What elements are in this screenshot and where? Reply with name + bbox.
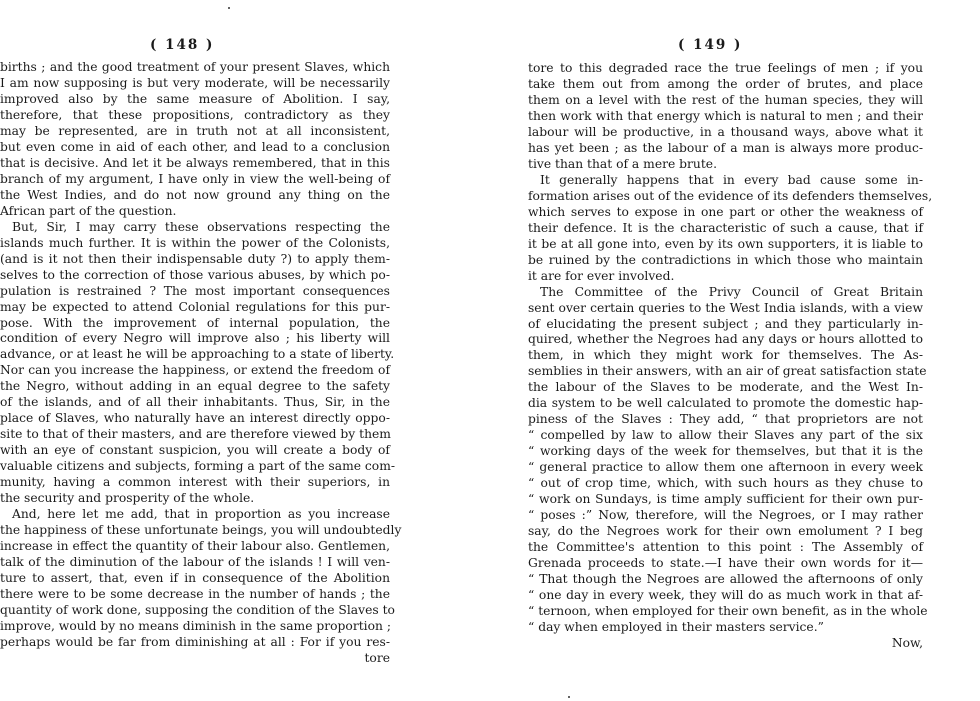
text-line: the labour of the Slaves to be moderate, and the West In- — [528, 380, 923, 395]
text-line: of the islands, and of all their inhabitants. Thus, Sir, in the — [0, 395, 390, 410]
text-line: the security and prosperity of the whole. — [0, 491, 255, 506]
text-line: then work with that energy which is natural to men ; and their — [528, 108, 923, 123]
text-line: branch of my argument, I have only in view the well-being of — [0, 171, 390, 186]
ink-speck — [228, 7, 230, 9]
text-line: Nor can you increase the happiness, or extend the freedom of — [0, 363, 390, 378]
text-line: perhaps would be far from diminishing at all : For if you res- — [0, 634, 390, 649]
text-line: “ one day in every week, they will do as much work in that af- — [528, 587, 923, 602]
text-line: them, in which they might work for themselves. The As- — [528, 348, 923, 363]
text-line: the Committee's attention to this point : The Assembly of — [528, 540, 923, 555]
text-line: And, here let me add, that in proportion as you increase — [12, 507, 390, 522]
text-line: piness of the Slaves : They add, “ that proprietors are not — [528, 412, 923, 427]
text-line: sent over certain queries to the West India islands, with a view — [528, 300, 923, 315]
text-line: “ work on Sundays, is time amply sufficient for their own pur- — [528, 492, 923, 507]
text-line: “ That though the Negroes are allowed the afternoons of only — [528, 572, 923, 586]
text-line: ture to assert, that, even if in consequence of the Abolition — [0, 571, 390, 585]
text-line: “ poses :” Now, therefore, will the Negroes, or I may rather — [528, 508, 923, 523]
text-line: pose. With the improvement of internal population, the — [0, 315, 390, 330]
left-page — [0, 0, 402, 701]
text-line: dia system to be well calculated to promote the domestic hap- — [528, 396, 923, 411]
text-line: say, do the Negroes work for their own emolument ? I beg — [528, 524, 923, 539]
text-line: tive than that of a mere brute. — [528, 156, 717, 171]
text-line: semblies in their answers, with an air of great satisfaction state — [528, 364, 927, 379]
text-line: (and is it not then their indispensable duty ?) to apply them- — [0, 251, 390, 266]
page-text — [0, 60, 402, 667]
text-line: may be expected to attend Colonial regulations for this pur- — [0, 299, 390, 314]
text-line: formation arises out of the evidence of its defenders themselves, — [528, 188, 933, 203]
text-line: of elucidating the present subject ; and they particularly in- — [528, 316, 923, 331]
text-line: it are for ever involved. — [528, 268, 675, 283]
text-line: quired, whether the Negroes had any days or hours allotted to — [528, 332, 923, 347]
page-text — [528, 61, 933, 652]
text-line: births ; and the good treatment of your present Slaves, which — [0, 60, 390, 74]
text-line: tore — [364, 650, 390, 665]
text-line: the West Indies, and do not now ground any thing on the — [0, 187, 390, 202]
text-line: them on a level with the rest of the human species, they will — [528, 92, 923, 107]
text-line: that is decisive. And let it be always remembered, that in this — [0, 155, 390, 170]
text-line: Now, — [891, 635, 923, 650]
text-line: tore to this degraded race the true feelings of men ; if you — [528, 61, 923, 75]
text-line: therefore, that these propositions, contradictory as they — [0, 107, 390, 122]
text-line: has yet been ; as the labour of a man is always more produc- — [528, 140, 923, 155]
text-line: improve, would by no means diminish in the same proportion ; — [0, 618, 391, 633]
text-line: valuable citizens and subjects, forming a part of the same com- — [0, 459, 396, 474]
page-number: ( 149 ) — [678, 37, 743, 53]
text-line: The Committee of the Privy Council of Great Britain — [540, 284, 923, 299]
text-line: But, Sir, I may carry these observations respecting the — [12, 219, 390, 234]
text-line: “ out of crop time, which, with such hours as they chuse to — [528, 476, 923, 491]
page-number: ( 148 ) — [150, 37, 215, 53]
text-line: advance, or at least he will be approaching to a state of liberty. — [0, 347, 395, 362]
ink-speck — [568, 696, 570, 698]
text-line: site to that of their masters, and are therefore viewed by them — [0, 427, 391, 442]
text-line: the Negro, without adding in an equal degree to the safety — [0, 379, 390, 394]
text-line: Grenada proceeds to state.—I have their own words for it— — [528, 556, 923, 571]
text-line: increase in effect the quantity of their labour also. Gentlemen, — [0, 539, 390, 554]
text-line: the happiness of these unfortunate beings, you will undoubtedly — [0, 523, 402, 538]
text-line: pulation is restrained ? The most important consequences — [0, 283, 390, 298]
text-line: “ day when employed in their masters service.” — [528, 619, 824, 634]
text-line: which serves to expose in one part or other the weakness of — [528, 204, 923, 219]
text-line: may be represented, are in truth not at all inconsistent, — [0, 123, 390, 138]
text-line: it be at all gone into, even by its own supporters, it is liable to — [528, 236, 923, 251]
text-line: their defence. It is the characteristic of such a cause, that if — [528, 220, 923, 235]
text-line: place of Slaves, who naturally have an interest directly oppo- — [0, 411, 390, 426]
text-line: “ ternoon, when employed for their own benefit, as in the whole — [528, 603, 928, 618]
text-line: “ working days of the week for themselves, but that it is the — [528, 444, 923, 459]
text-line: “ general practice to allow them one afternoon in every week — [528, 460, 923, 475]
text-line: improved also by the same measure of Abolition. I say, — [0, 91, 390, 106]
text-line: “ compelled by law to allow their Slaves any part of the six — [528, 428, 923, 443]
text-line: with an eye of constant suspicion, you will create a body of — [0, 443, 390, 458]
text-line: I am now supposing is but very moderate, will be necessarily — [0, 75, 390, 90]
text-line: there were to be some decrease in the number of hands ; the — [0, 586, 390, 601]
text-line: talk of the diminution of the labour of the islands ! I will ven- — [0, 555, 390, 570]
text-line: It generally happens that in every bad cause some in- — [540, 172, 923, 187]
right-page — [528, 0, 933, 701]
text-line: but even come in aid of each other, and lead to a conclusion — [0, 139, 390, 154]
text-line: African part of the question. — [0, 203, 177, 218]
text-line: islands much further. It is within the power of the Colonists, — [0, 235, 390, 250]
text-line: take them out from among the order of brutes, and place — [528, 76, 923, 91]
text-line: be ruined by the contradictions in which those who maintain — [528, 252, 923, 267]
text-line: selves to the correction of those various abuses, by which po- — [0, 267, 390, 282]
text-line: munity, having a common interest with their superiors, in — [0, 475, 390, 490]
text-line: quantity of work done, supposing the condition of the Slaves to — [0, 602, 395, 617]
text-line: labour will be productive, in a thousand ways, above what it — [528, 124, 923, 139]
text-line: condition of every Negro will improve also ; his liberty will — [0, 331, 390, 346]
